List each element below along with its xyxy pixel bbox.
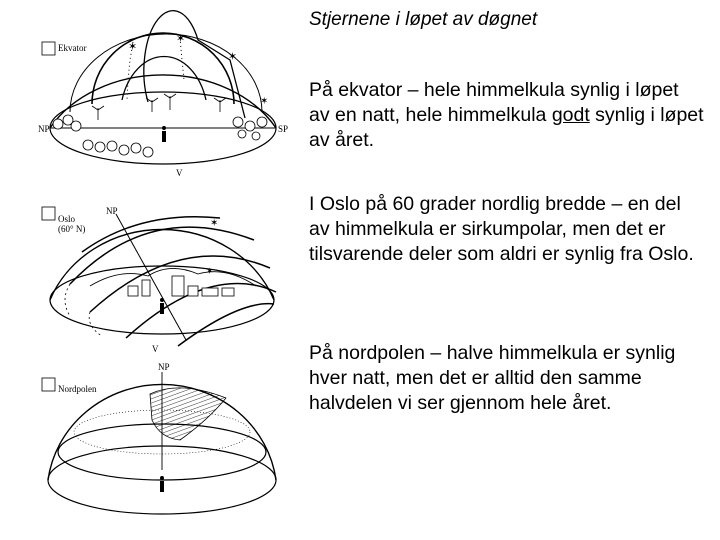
celestial-sphere-diagrams	[30, 0, 300, 540]
svg-text:✶: ✶	[210, 218, 219, 229]
nordpolen-diagram	[42, 362, 276, 514]
svg-text:✶: ✶	[176, 33, 186, 45]
celestial-sphere-figure	[30, 0, 300, 540]
oslo-dome	[50, 229, 274, 300]
nordpolen-label-box	[42, 378, 55, 391]
ekvator-south-label: SP	[278, 124, 289, 134]
svg-text:✶: ✶	[260, 96, 269, 107]
ekvator-label-box	[42, 42, 55, 55]
nordpolen-north-label: NP	[158, 362, 170, 372]
ekvator-label: Ekvator	[58, 43, 87, 53]
page-title: Stjernene i løpet av døgnet	[309, 9, 538, 30]
oslo-label-2: (60° N)	[58, 224, 86, 234]
paragraph-ekvator-part2: synlig i løpet av året.	[309, 104, 704, 151]
ekvator-north-label: NP	[38, 124, 50, 134]
paragraph-ekvator-part1: På ekvator – hele himmelkula synlig i løpet av en natt, hele himmelkula	[309, 79, 679, 126]
svg-text:✶: ✶	[128, 41, 138, 53]
oslo-diagram	[42, 206, 276, 354]
oslo-observer-icon	[160, 298, 164, 314]
nordpolen-star-trail	[150, 388, 226, 440]
oslo-label-box	[42, 207, 55, 220]
oslo-north-label: NP	[106, 206, 118, 216]
oslo-nadir-label: V	[152, 344, 159, 354]
paragraph-oslo: I Oslo på 60 grader nordlig bredde – en del av himmelkula er sirkumpolar, men det er tilsvarende deler som aldri er synlig fra Oslo.	[309, 193, 694, 265]
oslo-label-1: Oslo	[58, 214, 76, 224]
paragraph-nordpolen: På nordpolen – halve himmelkula er synlig hver natt, men det er alltid den samme halvdelen vi ser gjennom hele året.	[309, 342, 676, 414]
nordpolen-label: Nordpolen	[58, 384, 97, 394]
nordpolen-observer-icon	[160, 476, 164, 492]
paragraph-ekvator	[309, 78, 704, 153]
svg-text:✶: ✶	[228, 51, 238, 63]
ekvator-observer-icon	[162, 126, 166, 142]
ekvator-diagram	[38, 11, 288, 178]
ekvator-nadir-label: V	[176, 168, 183, 178]
paragraph-ekvator-underlined: godt	[551, 104, 590, 126]
svg-text:✶: ✶	[206, 266, 214, 276]
